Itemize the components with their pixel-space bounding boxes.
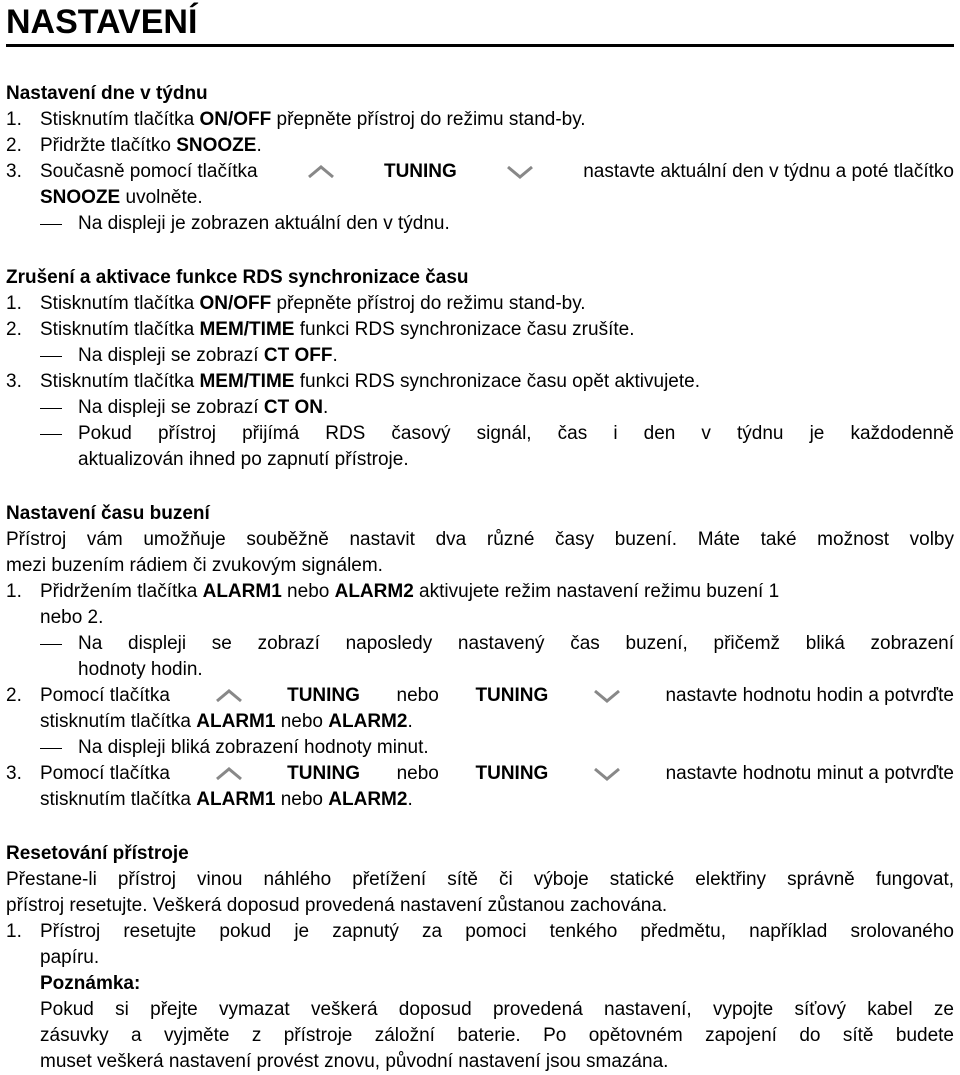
- button-name: ALARM1: [202, 581, 282, 602]
- list-item: 3. Stisknutím tlačítka MEM/TIME funkci RDS synchronizace času opět aktivujete.: [6, 369, 954, 395]
- section-heading: Resetování přístroje: [6, 843, 189, 864]
- step-number: 2.: [6, 685, 22, 706]
- paragraph-line: mezi buzením rádiem či zvukovým signálem.: [6, 555, 383, 576]
- button-name: SNOOZE: [40, 187, 121, 208]
- section-heading: Nastavení dne v týdnu: [6, 83, 208, 104]
- section-heading: Zrušení a aktivace funkce RDS synchronizace času: [6, 267, 469, 288]
- step-number: 1.: [6, 581, 22, 602]
- list-item: 3. Současně pomocí tlačítka TUNING nastavte aktuální den v týdnu a poté tlačítko: [6, 159, 954, 185]
- note-item: Na displeji bliká zobrazení hodnoty minut.: [6, 735, 954, 761]
- list-item: 1. Stisknutím tlačítka ON/OFF přepněte přístroj do režimu stand-by.: [6, 107, 954, 133]
- note-item: Pokud přístroj přijímá RDS časový signál, čas i den v týdnu je každodenně aktualizován ihned po zapnutí přístroje.: [6, 421, 954, 473]
- button-name: TUNING: [475, 763, 549, 784]
- dash-bullet: [40, 211, 62, 225]
- step-number: 3.: [6, 371, 22, 392]
- button-name: ALARM2: [334, 581, 414, 602]
- section-alarm: [6, 501, 954, 813]
- chevron-up-icon: [215, 688, 243, 704]
- button-name: ALARM2: [328, 711, 408, 732]
- page-title: NASTAVENÍ: [6, 3, 198, 41]
- list-item-continuation: nebo 2.: [40, 607, 104, 628]
- button-name: TUNING: [287, 685, 360, 706]
- paragraph-line: Přestane-li přístroj vinou náhlého přetížení sítě či výboje statické elektřiny správně fungovat,: [6, 869, 954, 890]
- chevron-up-icon: [215, 766, 243, 782]
- note-item: Na displeji se zobrazí CT OFF.: [6, 343, 954, 369]
- list-item: 1. Stisknutím tlačítka ON/OFF přepněte přístroj do režimu stand-by.: [6, 291, 954, 317]
- dash-bullet: [40, 343, 62, 357]
- title-block: [6, 0, 954, 47]
- button-name: ALARM1: [196, 711, 276, 732]
- note-paragraph: Pokud si přejte vymazat veškerá doposud provedená nastavení, vypojte síťový kabel ze zásuvky a vyjměte z přístroje záložní baterie. Po opětovném zapojení do sítě budete muset veškerá nastavení provést znovu, původní nastavení jsou smazána.: [40, 999, 954, 1072]
- list-item: 1. Přidržením tlačítka ALARM1 nebo ALARM2 aktivujete režim nastavení režimu buzení 1: [6, 579, 954, 605]
- step-number: 1.: [6, 109, 22, 130]
- list-item: 1. Přístroj resetujte pokud je zapnutý za pomoci tenkého předmětu, například srolovaného papíru.: [6, 921, 954, 968]
- dash-bullet: [40, 421, 62, 435]
- note-item: Na displeji je zobrazen aktuální den v týdnu.: [6, 211, 954, 237]
- step-number: 1.: [6, 293, 22, 314]
- note-item: Na displeji se zobrazí CT ON.: [6, 395, 954, 421]
- list-item: 2. Přidržte tlačítko SNOOZE.: [6, 133, 954, 159]
- step-number: 2.: [6, 135, 22, 156]
- paragraph-line: Přístroj vám umožňuje souběžně nastavit dva různé časy buzení. Máte také možnost volby: [6, 529, 954, 550]
- button-name: SNOOZE: [176, 135, 257, 156]
- chevron-down-icon: [593, 688, 621, 704]
- list-item: 2. Pomocí tlačítka TUNING nebo TUNING nastavte hodnotu hodin a potvrďte: [6, 683, 954, 709]
- step-number: 3.: [6, 763, 22, 784]
- note-item: Na displeji se zobrazí naposledy nastavený čas buzení, přičemž bliká zobrazení hodnoty hodin.: [6, 631, 954, 683]
- dash-bullet: [40, 631, 62, 645]
- list-item-continuation: stisknutím tlačítka ALARM1 nebo ALARM2.: [40, 789, 413, 810]
- button-name: TUNING: [287, 763, 360, 784]
- list-item: 3. Pomocí tlačítka TUNING nebo TUNING nastavte hodnotu minut a potvrďte: [6, 761, 954, 787]
- button-name: ON/OFF: [199, 293, 272, 314]
- list-item-continuation: stisknutím tlačítka ALARM1 nebo ALARM2.: [40, 711, 413, 732]
- button-name: MEM/TIME: [199, 371, 295, 392]
- step-number: 3.: [6, 161, 22, 182]
- paragraph-line: přístroj resetujte. Veškerá doposud provedená nastavení zůstanou zachována.: [6, 895, 668, 916]
- section-rds: [6, 265, 954, 473]
- list-item-continuation: SNOOZE uvolněte.: [40, 187, 203, 208]
- button-name: TUNING: [383, 161, 457, 182]
- button-name: MEM/TIME: [199, 319, 295, 340]
- step-number: 1.: [6, 921, 22, 942]
- section-reset: [6, 841, 954, 1075]
- chevron-down-icon: [506, 164, 534, 180]
- chevron-up-icon: [307, 164, 335, 180]
- section-heading: Nastavení času buzení: [6, 503, 210, 524]
- button-name: ALARM1: [196, 789, 276, 810]
- display-text: CT ON: [263, 397, 323, 418]
- button-name: ALARM2: [328, 789, 408, 810]
- list-item: 2. Stisknutím tlačítka MEM/TIME funkci RDS synchronizace času zrušíte.: [6, 317, 954, 343]
- step-number: 2.: [6, 319, 22, 340]
- manual-page: [6, 0, 954, 1075]
- note-label: Poznámka:: [40, 973, 141, 994]
- section-day-of-week: [6, 81, 954, 237]
- display-text: CT OFF: [263, 345, 333, 366]
- button-name: ON/OFF: [199, 109, 272, 130]
- chevron-down-icon: [593, 766, 621, 782]
- button-name: TUNING: [475, 685, 549, 706]
- dash-bullet: [40, 735, 62, 749]
- dash-bullet: [40, 395, 62, 409]
